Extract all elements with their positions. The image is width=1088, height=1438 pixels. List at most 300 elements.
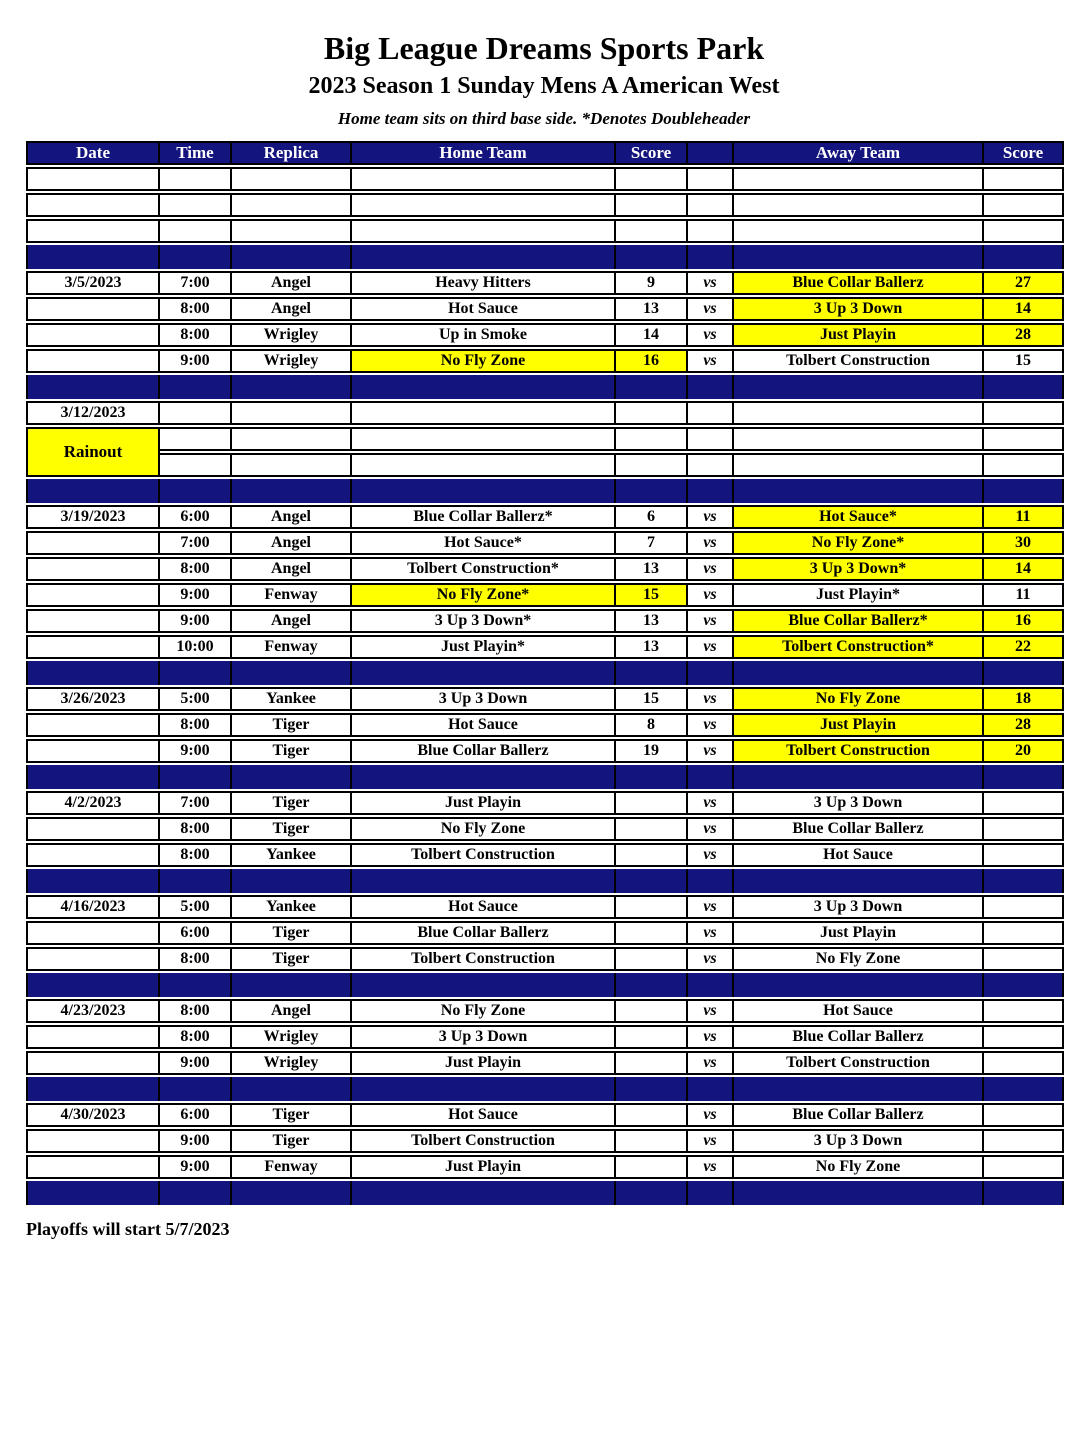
time-cell: 8:00 <box>160 1025 232 1049</box>
empty-cell <box>352 219 616 243</box>
page-title: Big League Dreams Sports Park <box>323 30 765 66</box>
time-cell: 7:00 <box>160 271 232 295</box>
away-team-cell: Hot Sauce <box>734 843 984 867</box>
separator-cell <box>232 973 352 997</box>
home-score-cell <box>616 843 688 867</box>
empty-cell <box>26 219 160 243</box>
replica-cell: Angel <box>232 557 352 581</box>
home-team-cell: Hot Sauce <box>352 1103 616 1127</box>
separator-cell <box>734 1181 984 1205</box>
vs-cell: vs <box>688 713 734 737</box>
home-score-cell: 13 <box>616 557 688 581</box>
away-team-cell: Just Playin <box>734 921 984 945</box>
game-row <box>26 739 1064 763</box>
separator-cell <box>616 661 688 685</box>
date-cell <box>26 557 160 581</box>
vs-cell: vs <box>688 947 734 971</box>
time-cell: 5:00 <box>160 687 232 711</box>
separator-cell <box>352 1181 616 1205</box>
date-cell <box>26 609 160 633</box>
empty-cell <box>734 401 984 425</box>
empty-cell <box>688 167 734 191</box>
home-team-cell: 3 Up 3 Down <box>352 687 616 711</box>
separator-cell <box>688 375 734 399</box>
empty-cell <box>160 167 232 191</box>
time-cell: 9:00 <box>160 609 232 633</box>
date-cell <box>26 1025 160 1049</box>
date-cell <box>26 1129 160 1153</box>
date-cell: 3/26/2023 <box>26 687 160 711</box>
time-cell: 5:00 <box>160 895 232 919</box>
separator-cell <box>160 869 232 893</box>
separator-row <box>26 661 1064 685</box>
empty-cell <box>984 167 1064 191</box>
schedule-table <box>26 141 1064 1205</box>
home-team-cell: Just Playin <box>352 791 616 815</box>
time-cell: 8:00 <box>160 323 232 347</box>
game-row <box>26 323 1064 347</box>
separator-cell <box>26 245 160 269</box>
date-cell <box>26 843 160 867</box>
away-score-cell: 11 <box>984 505 1064 529</box>
vs-cell: vs <box>688 1129 734 1153</box>
separator-cell <box>616 1181 688 1205</box>
separator-cell <box>616 1077 688 1101</box>
game-row <box>26 843 1064 867</box>
away-team-cell: Just Playin* <box>734 583 984 607</box>
vs-cell: vs <box>688 843 734 867</box>
game-row <box>26 505 1064 529</box>
vs-cell: vs <box>688 349 734 373</box>
separator-cell <box>160 1077 232 1101</box>
away-team-cell: 3 Up 3 Down <box>734 791 984 815</box>
separator-cell <box>232 869 352 893</box>
game-row <box>26 895 1064 919</box>
home-score-cell: 16 <box>616 349 688 373</box>
separator-cell <box>984 765 1064 789</box>
separator-row <box>26 245 1064 269</box>
away-score-cell <box>984 999 1064 1023</box>
rainout-rows <box>160 427 1064 477</box>
home-score-cell: 8 <box>616 713 688 737</box>
away-score-cell <box>984 817 1064 841</box>
home-score-cell <box>616 1051 688 1075</box>
away-team-cell: Tolbert Construction <box>734 349 984 373</box>
empty-cell <box>160 401 232 425</box>
home-team-cell: Hot Sauce <box>352 713 616 737</box>
replica-cell: Tiger <box>232 921 352 945</box>
separator-cell <box>352 245 616 269</box>
game-row <box>26 1025 1064 1049</box>
home-score-cell <box>616 817 688 841</box>
separator-cell <box>984 661 1064 685</box>
separator-cell <box>26 1181 160 1205</box>
date-cell: 3/5/2023 <box>26 271 160 295</box>
empty-cell <box>232 167 352 191</box>
separator-row <box>26 375 1064 399</box>
replica-cell: Wrigley <box>232 323 352 347</box>
away-score-cell <box>984 947 1064 971</box>
empty-cell <box>984 401 1064 425</box>
empty-cell <box>734 193 984 217</box>
empty-cell <box>984 193 1064 217</box>
home-team-cell: Just Playin* <box>352 635 616 659</box>
empty-cell <box>232 219 352 243</box>
column-header-home-team: Home Team <box>352 141 616 165</box>
home-team-cell: Tolbert Construction <box>352 947 616 971</box>
time-cell: 9:00 <box>160 739 232 763</box>
replica-cell: Tiger <box>232 1129 352 1153</box>
replica-cell: Tiger <box>232 947 352 971</box>
away-score-cell: 27 <box>984 271 1064 295</box>
home-score-cell: 13 <box>616 609 688 633</box>
game-row <box>26 271 1064 295</box>
separator-cell <box>26 661 160 685</box>
away-team-cell: Tolbert Construction* <box>734 635 984 659</box>
separator-cell <box>688 245 734 269</box>
home-team-cell: Blue Collar Ballerz* <box>352 505 616 529</box>
separator-cell <box>688 661 734 685</box>
column-header-score: Score <box>616 141 688 165</box>
away-score-cell: 16 <box>984 609 1064 633</box>
page-subtitle: 2023 Season 1 Sunday Mens A American West <box>308 73 780 99</box>
vs-cell: vs <box>688 921 734 945</box>
vs-cell: vs <box>688 1103 734 1127</box>
empty-cell <box>616 401 688 425</box>
away-team-cell: Just Playin <box>734 713 984 737</box>
separator-cell <box>160 375 232 399</box>
away-score-cell: 30 <box>984 531 1064 555</box>
away-score-cell: 14 <box>984 297 1064 321</box>
date-cell <box>26 349 160 373</box>
replica-cell: Wrigley <box>232 349 352 373</box>
home-team-cell: No Fly Zone* <box>352 583 616 607</box>
home-team-cell: Heavy Hitters <box>352 271 616 295</box>
separator-cell <box>734 661 984 685</box>
replica-cell: Angel <box>232 297 352 321</box>
time-cell: 8:00 <box>160 843 232 867</box>
away-score-cell: 14 <box>984 557 1064 581</box>
away-team-cell: 3 Up 3 Down <box>734 297 984 321</box>
game-row <box>26 999 1064 1023</box>
home-team-cell: Hot Sauce* <box>352 531 616 555</box>
vs-cell: vs <box>688 297 734 321</box>
home-team-cell: 3 Up 3 Down* <box>352 609 616 633</box>
separator-cell <box>984 375 1064 399</box>
replica-cell: Angel <box>232 505 352 529</box>
date-cell <box>26 947 160 971</box>
game-row <box>26 583 1064 607</box>
away-score-cell: 18 <box>984 687 1064 711</box>
separator-row <box>26 479 1064 503</box>
separator-cell <box>352 375 616 399</box>
separator-cell <box>734 1077 984 1101</box>
empty-cell <box>352 427 616 451</box>
empty-cell <box>232 427 352 451</box>
home-team-cell: Just Playin <box>352 1051 616 1075</box>
time-cell: 7:00 <box>160 791 232 815</box>
replica-cell: Yankee <box>232 895 352 919</box>
separator-cell <box>984 973 1064 997</box>
away-score-cell <box>984 1103 1064 1127</box>
home-team-cell: Hot Sauce <box>352 297 616 321</box>
empty-row <box>160 453 1064 477</box>
empty-cell <box>26 193 160 217</box>
home-score-cell: 14 <box>616 323 688 347</box>
separator-cell <box>734 375 984 399</box>
game-row <box>26 557 1064 581</box>
home-score-cell: 15 <box>616 687 688 711</box>
rainout-block <box>26 427 1064 477</box>
empty-cell <box>616 453 688 477</box>
separator-cell <box>616 245 688 269</box>
home-team-cell: Just Playin <box>352 1155 616 1179</box>
empty-cell <box>734 453 984 477</box>
empty-cell <box>688 193 734 217</box>
home-score-cell <box>616 1025 688 1049</box>
empty-cell <box>616 167 688 191</box>
vs-cell: vs <box>688 531 734 555</box>
time-cell: 8:00 <box>160 999 232 1023</box>
separator-cell <box>616 973 688 997</box>
empty-row <box>160 427 1064 451</box>
empty-row <box>26 167 1064 191</box>
vs-cell: vs <box>688 687 734 711</box>
separator-cell <box>232 765 352 789</box>
time-cell: 9:00 <box>160 1051 232 1075</box>
empty-cell <box>688 219 734 243</box>
empty-cell <box>734 427 984 451</box>
empty-cell <box>734 167 984 191</box>
vs-cell: vs <box>688 999 734 1023</box>
vs-cell: vs <box>688 817 734 841</box>
date-cell: 4/2/2023 <box>26 791 160 815</box>
vs-cell: vs <box>688 271 734 295</box>
date-cell <box>26 635 160 659</box>
away-team-cell: Hot Sauce* <box>734 505 984 529</box>
game-row <box>26 947 1064 971</box>
vs-cell: vs <box>688 609 734 633</box>
away-score-cell: 28 <box>984 713 1064 737</box>
separator-cell <box>160 245 232 269</box>
home-score-cell <box>616 921 688 945</box>
separator-cell <box>26 765 160 789</box>
date-cell: 4/30/2023 <box>26 1103 160 1127</box>
game-row <box>26 531 1064 555</box>
game-row <box>26 713 1064 737</box>
home-score-cell: 9 <box>616 271 688 295</box>
empty-cell <box>688 427 734 451</box>
away-team-cell: Blue Collar Ballerz <box>734 1103 984 1127</box>
replica-cell: Fenway <box>232 1155 352 1179</box>
separator-cell <box>984 245 1064 269</box>
separator-cell <box>734 245 984 269</box>
column-header-replica: Replica <box>232 141 352 165</box>
separator-cell <box>352 661 616 685</box>
column-header-score: Score <box>984 141 1064 165</box>
replica-cell: Fenway <box>232 583 352 607</box>
date-cell: 3/19/2023 <box>26 505 160 529</box>
home-team-cell: Tolbert Construction <box>352 843 616 867</box>
home-team-cell: Blue Collar Ballerz <box>352 739 616 763</box>
home-score-cell: 13 <box>616 635 688 659</box>
vs-cell: vs <box>688 1025 734 1049</box>
separator-cell <box>352 1077 616 1101</box>
away-score-cell <box>984 1155 1064 1179</box>
time-cell: 8:00 <box>160 713 232 737</box>
replica-cell: Wrigley <box>232 1051 352 1075</box>
separator-cell <box>984 1181 1064 1205</box>
home-score-cell <box>616 895 688 919</box>
separator-cell <box>616 375 688 399</box>
away-team-cell: No Fly Zone <box>734 687 984 711</box>
time-cell: 9:00 <box>160 349 232 373</box>
vs-cell: vs <box>688 557 734 581</box>
separator-cell <box>734 479 984 503</box>
date-cell <box>26 531 160 555</box>
column-header-date: Date <box>26 141 160 165</box>
time-cell: 8:00 <box>160 947 232 971</box>
empty-cell <box>616 427 688 451</box>
home-team-cell: Blue Collar Ballerz <box>352 921 616 945</box>
away-team-cell: Hot Sauce <box>734 999 984 1023</box>
separator-cell <box>232 375 352 399</box>
time-cell: 9:00 <box>160 583 232 607</box>
separator-cell <box>232 1181 352 1205</box>
date-cell <box>26 297 160 321</box>
time-cell: 8:00 <box>160 817 232 841</box>
vs-cell: vs <box>688 739 734 763</box>
away-team-cell: Blue Collar Ballerz <box>734 271 984 295</box>
separator-cell <box>160 1181 232 1205</box>
vs-cell: vs <box>688 1051 734 1075</box>
separator-cell <box>688 1077 734 1101</box>
home-team-cell: No Fly Zone <box>352 999 616 1023</box>
away-team-cell: No Fly Zone <box>734 947 984 971</box>
separator-cell <box>616 479 688 503</box>
column-header-time: Time <box>160 141 232 165</box>
separator-cell <box>688 1181 734 1205</box>
time-cell: 8:00 <box>160 297 232 321</box>
away-team-cell: Just Playin <box>734 323 984 347</box>
away-team-cell: 3 Up 3 Down <box>734 1129 984 1153</box>
time-cell: 7:00 <box>160 531 232 555</box>
game-row <box>26 791 1064 815</box>
separator-cell <box>160 765 232 789</box>
separator-cell <box>160 661 232 685</box>
away-team-cell: No Fly Zone* <box>734 531 984 555</box>
date-row <box>26 401 1064 425</box>
empty-cell <box>232 401 352 425</box>
separator-cell <box>688 869 734 893</box>
date-cell: 3/12/2023 <box>26 401 160 425</box>
replica-cell: Angel <box>232 271 352 295</box>
separator-cell <box>232 245 352 269</box>
away-team-cell: 3 Up 3 Down* <box>734 557 984 581</box>
separator-cell <box>616 765 688 789</box>
separator-cell <box>984 869 1064 893</box>
separator-cell <box>26 375 160 399</box>
home-score-cell: 7 <box>616 531 688 555</box>
vs-cell: vs <box>688 635 734 659</box>
empty-cell <box>160 453 232 477</box>
empty-cell <box>160 193 232 217</box>
game-row <box>26 921 1064 945</box>
replica-cell: Angel <box>232 531 352 555</box>
date-cell <box>26 921 160 945</box>
column-header-away-team: Away Team <box>734 141 984 165</box>
game-row <box>26 817 1064 841</box>
time-cell: 6:00 <box>160 505 232 529</box>
replica-cell: Angel <box>232 999 352 1023</box>
separator-cell <box>352 479 616 503</box>
game-row <box>26 609 1064 633</box>
away-score-cell <box>984 791 1064 815</box>
date-cell: 4/23/2023 <box>26 999 160 1023</box>
vs-cell: vs <box>688 895 734 919</box>
away-score-cell <box>984 921 1064 945</box>
empty-cell <box>352 401 616 425</box>
home-team-cell: Up in Smoke <box>352 323 616 347</box>
separator-cell <box>232 479 352 503</box>
away-score-cell <box>984 1025 1064 1049</box>
empty-cell <box>352 167 616 191</box>
game-row <box>26 1129 1064 1153</box>
empty-cell <box>688 401 734 425</box>
away-team-cell: Tolbert Construction <box>734 1051 984 1075</box>
home-team-cell: No Fly Zone <box>352 817 616 841</box>
page-note: Home team sits on third base side. *Denotes Doubleheader <box>337 109 751 128</box>
away-score-cell <box>984 895 1064 919</box>
separator-row <box>26 869 1064 893</box>
separator-row <box>26 1077 1064 1101</box>
separator-cell <box>688 973 734 997</box>
game-row <box>26 687 1064 711</box>
separator-cell <box>352 765 616 789</box>
empty-cell <box>688 453 734 477</box>
date-cell <box>26 817 160 841</box>
date-cell <box>26 739 160 763</box>
home-score-cell: 19 <box>616 739 688 763</box>
rainout-cell: Rainout <box>26 427 160 477</box>
empty-cell <box>232 453 352 477</box>
replica-cell: Angel <box>232 609 352 633</box>
replica-cell: Tiger <box>232 817 352 841</box>
schedule-page <box>0 30 1088 1240</box>
date-cell <box>26 1051 160 1075</box>
separator-cell <box>232 1077 352 1101</box>
replica-cell: Yankee <box>232 687 352 711</box>
away-score-cell: 28 <box>984 323 1064 347</box>
replica-cell: Fenway <box>232 635 352 659</box>
game-row <box>26 1051 1064 1075</box>
home-score-cell <box>616 791 688 815</box>
separator-cell <box>26 479 160 503</box>
vs-cell: vs <box>688 1155 734 1179</box>
time-cell: 6:00 <box>160 921 232 945</box>
home-team-cell: Hot Sauce <box>352 895 616 919</box>
game-row <box>26 1103 1064 1127</box>
replica-cell: Wrigley <box>232 1025 352 1049</box>
game-row <box>26 349 1064 373</box>
date-cell <box>26 1155 160 1179</box>
home-team-cell: Tolbert Construction* <box>352 557 616 581</box>
replica-cell: Tiger <box>232 791 352 815</box>
replica-cell: Yankee <box>232 843 352 867</box>
vs-cell: vs <box>688 791 734 815</box>
replica-cell: Tiger <box>232 739 352 763</box>
playoffs-note: Playoffs will start 5/7/2023 <box>26 1219 230 1239</box>
